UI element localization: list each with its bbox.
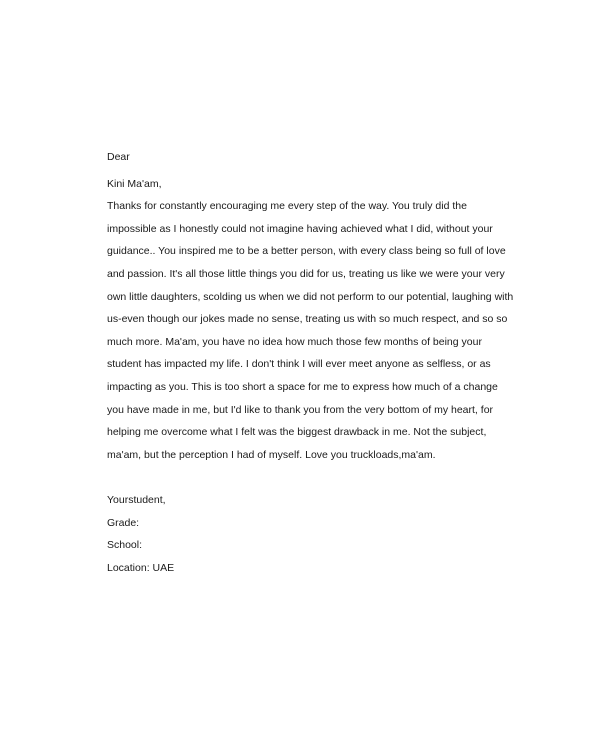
body-line: helping me overcome what I felt was the biggest drawback in me. Not the subject, [107,426,487,439]
body-line: you have made in me, but I'd like to thank you from the very bottom of my heart, for [107,403,494,416]
school-field: School: [107,539,143,552]
body-line: much more. Ma'am, you have no idea how much those few months of being your [107,335,482,348]
body-line: own little daughters, scolding us when we did not perform to our potential, laughing with [107,290,514,303]
spacer [107,466,507,489]
greeting: Dear [107,151,130,163]
body-line: and passion. It's all those little things you did for us, treating us like we were your very [107,267,505,280]
grade-field: Grade: [107,516,140,529]
body-line: ma'am, but the perception I had of myself. Love you truckloads,ma'am. [107,448,436,461]
closing: Yourstudent, [107,493,166,506]
body-line: guidance.. You inspired me to be a better person, with every class being so full of love [107,245,506,258]
letter-body [107,146,514,579]
salutation: Kini Ma'am, [107,177,162,190]
body-line: student has impacted my life. I don't think I will ever meet anyone as selfless, or as [107,358,491,371]
body-line: Thanks for constantly encouraging me every step of the way. You truly did the [107,200,467,213]
body-line: impacting as you. This is too short a space for me to express how much of a change [107,380,498,393]
location-field: Location: UAE [107,561,175,574]
body-line: impossible as I honestly could not imagine having achieved what I did, without your [107,222,493,235]
body-line: us-even though our jokes made no sense, treating us with so much respect, and so so [107,313,508,326]
